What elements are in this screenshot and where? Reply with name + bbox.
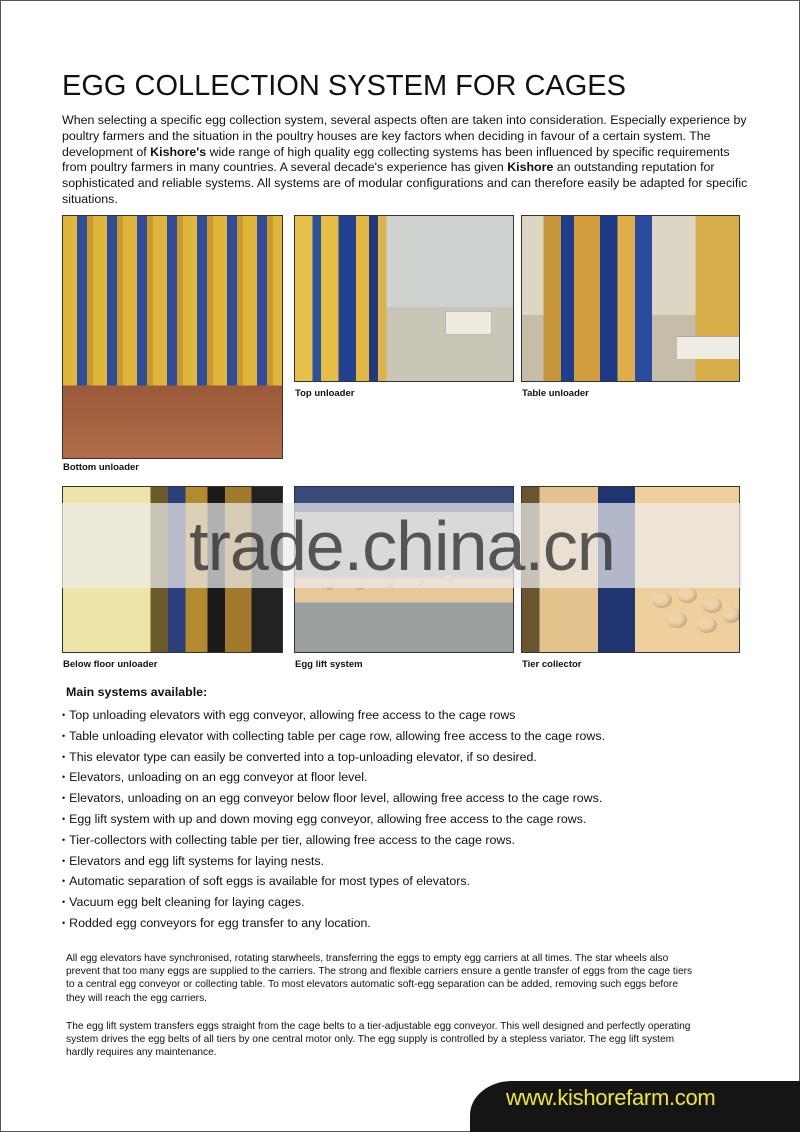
website-link[interactable]: www.kishorefarm.com: [506, 1085, 716, 1110]
intro-text: wide range of high quality egg collecting systems has been influenced by specific requirements from poultry farmers in many countries. A several decade's experience has given: [62, 144, 730, 175]
photo-top-unloader: [294, 215, 514, 382]
main-systems-heading: Main systems available:: [66, 685, 208, 699]
watermark-text: trade.china.cn: [189, 506, 615, 585]
brand-name: Kishore's: [150, 144, 207, 159]
egg-shape: [722, 607, 740, 623]
photo-table-unloader: [521, 215, 740, 382]
list-item: • Egg lift system with up and down moving egg conveyor, allowing free access to the cage rows.: [62, 809, 605, 830]
egg-table-shape: [445, 311, 492, 335]
list-item: • This elevator type can easily be converted into a top-unloading elevator, if so desired.: [62, 747, 605, 768]
main-systems-list: [62, 705, 605, 934]
caption-bottom-unloader: Bottom unloader: [63, 462, 139, 473]
starwheel-paragraph: All egg elevators have synchronised, rotating starwheels, transferring the eggs to empty egg carriers at all times. The star wheels also prevent that too many eggs are supplied to the carriers. The strong and flexible carriers ensure a gentle transfer of eggs from the cage tiers to a central egg conveyor or collecting table. To most elevators automatic soft-egg separation can be added, removing such eggs before they will reach the egg carriers.: [66, 953, 693, 1004]
list-item: • Top unloading elevators with egg conveyor, allowing free access to the cage rows: [62, 705, 605, 726]
list-item: • Elevators, unloading on an egg conveyor below floor level, allowing free access to the cage rows.: [62, 788, 605, 809]
collecting-table-shape: [677, 336, 740, 359]
caption-below-floor-unloader: Below floor unloader: [63, 659, 158, 670]
egg-shape: [697, 617, 717, 633]
watermark-band: [62, 503, 742, 588]
list-item: • Elevators and egg lift systems for laying nests.: [62, 851, 605, 872]
list-item: • Automatic separation of soft eggs is available for most types of elevators.: [62, 871, 605, 892]
caption-tier-collector: Tier collector: [522, 659, 582, 670]
intro-text: an outstanding reputation for sophisticated and reliable systems. All systems are of modular configurations and can therefore easily be adapted for specific situations.: [62, 160, 748, 206]
egg-lift-paragraph: The egg lift system transfers eggs straight from the cage belts to a tier-adjustable egg conveyor. This well designed and perfectly operating system drives the egg belts of all tiers by one central motor only. The egg supply is controlled by a stepless variator. The egg lift system hardly requires any maintenance.: [66, 1021, 691, 1059]
caption-egg-lift-system: Egg lift system: [295, 659, 363, 670]
list-item: • Vacuum egg belt cleaning for laying cages.: [62, 892, 605, 913]
intro-text: When selecting a specific egg collection system, several aspects often are taken into consideration. Especially experience by poultry farmers and the situation in the poultry houses are key factors when deciding in favour of a certain system. The development of: [62, 113, 747, 159]
list-item: • Table unloading elevator with collecting table per cage row, allowing free access to the cage rows.: [62, 726, 605, 747]
list-item: • Tier-collectors with collecting table per tier, allowing free access to the cage rows.: [62, 830, 605, 851]
egg-shape: [652, 592, 672, 608]
list-item: • Elevators, unloading on an egg conveyor at floor level.: [62, 767, 605, 788]
photo-bottom-unloader: [62, 215, 283, 459]
page-title: EGG COLLECTION SYSTEM FOR CAGES: [62, 70, 626, 102]
egg-shape: [677, 587, 697, 603]
caption-table-unloader: Table unloader: [522, 388, 589, 399]
intro-paragraph: [62, 113, 752, 208]
brand-name: Kishore: [507, 160, 554, 175]
list-item: • Rodded egg conveyors for egg transfer to any location.: [62, 913, 605, 934]
caption-top-unloader: Top unloader: [295, 388, 355, 399]
egg-shape: [667, 612, 687, 628]
egg-shape: [702, 597, 722, 613]
